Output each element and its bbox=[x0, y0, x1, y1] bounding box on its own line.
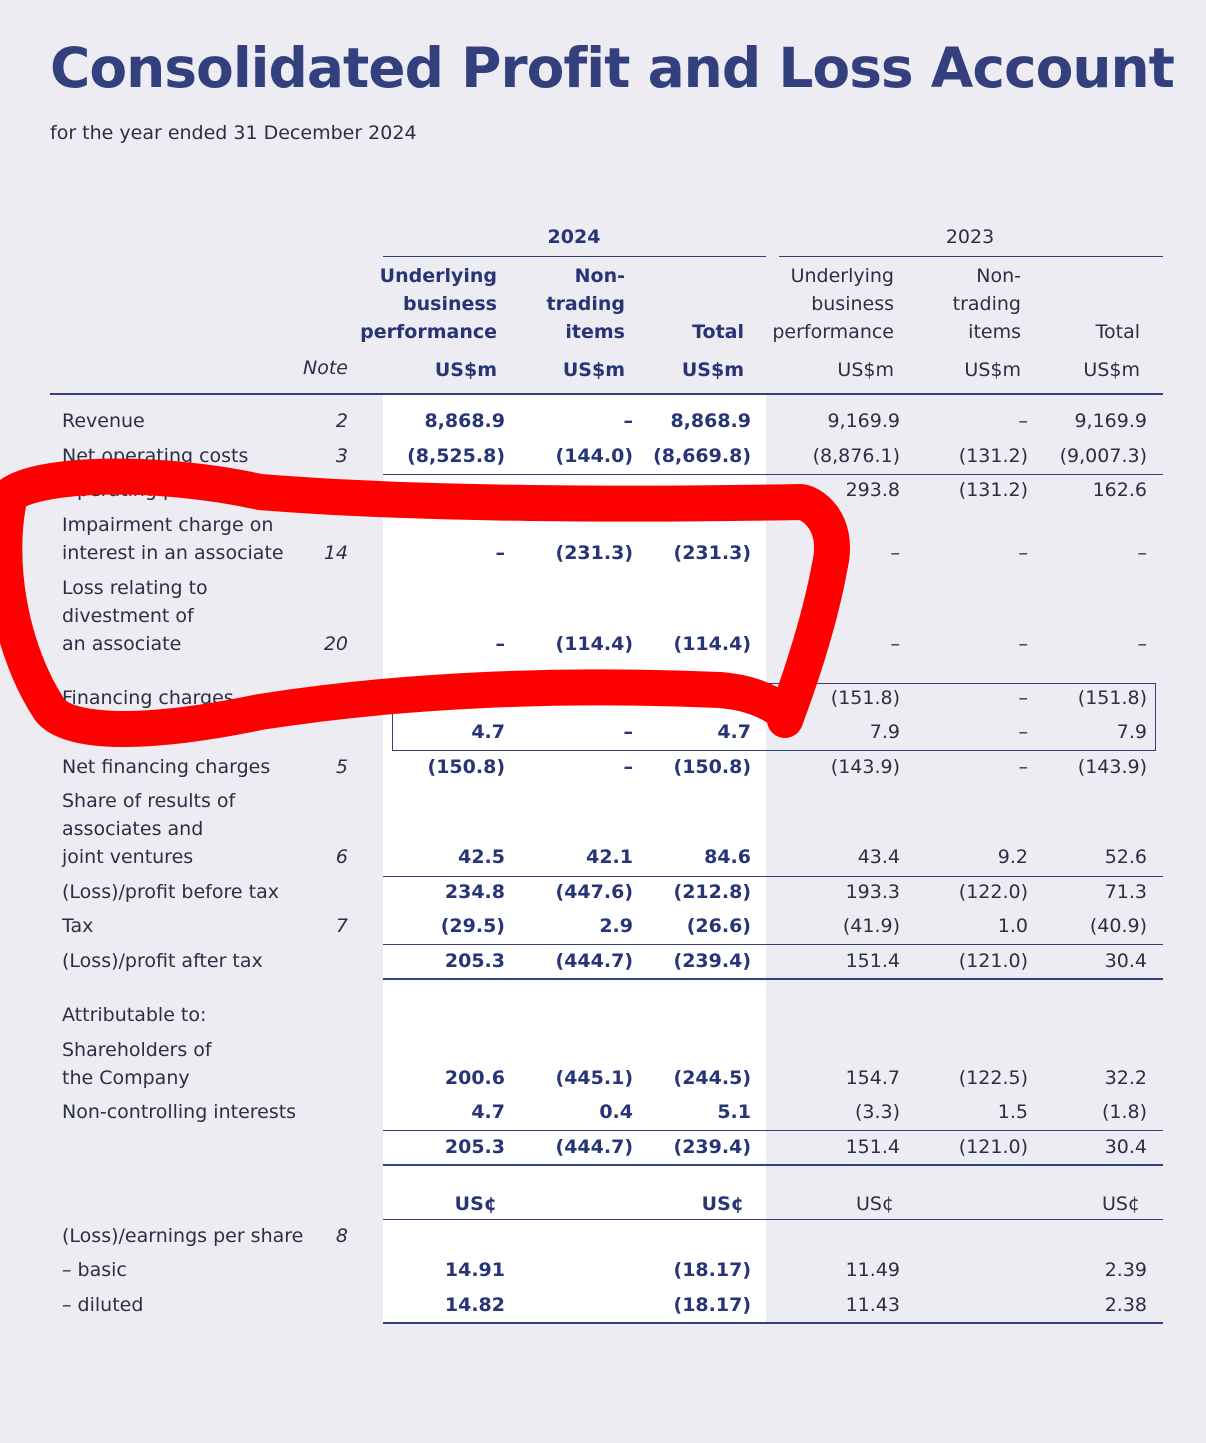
row-value: (121.0) bbox=[958, 1136, 1028, 1158]
row-value: (444.7) bbox=[555, 950, 633, 972]
row-label: Revenue bbox=[62, 410, 145, 432]
row-value: – bbox=[1018, 756, 1028, 778]
eps-unit-2023-underlying: US¢ bbox=[855, 1193, 894, 1215]
row-label: – diluted bbox=[62, 1294, 144, 1316]
row-note: 3 bbox=[335, 445, 348, 467]
row-value: 42.1 bbox=[586, 846, 633, 868]
row-value: (1.8) bbox=[1101, 1101, 1147, 1123]
financing-box bbox=[392, 683, 1156, 751]
rule-after-costs bbox=[383, 474, 1163, 475]
row-note: 2 bbox=[335, 410, 348, 432]
row-value: 193.3 bbox=[845, 881, 900, 903]
rule-after-profit bbox=[383, 978, 1163, 980]
row-value: – bbox=[890, 633, 900, 655]
row-value: – bbox=[1137, 633, 1147, 655]
row-note: 8 bbox=[335, 1225, 348, 1247]
row-value: (151.8) bbox=[1077, 687, 1147, 709]
row-value: (9,007.3) bbox=[1059, 445, 1147, 467]
row-value: 42.5 bbox=[458, 846, 505, 868]
row-value: (26.6) bbox=[686, 915, 751, 937]
divider-2023 bbox=[779, 256, 1163, 257]
year-2023-header: 2023 bbox=[945, 226, 995, 248]
row-value: 52.6 bbox=[1104, 846, 1147, 868]
row-value: – bbox=[1137, 542, 1147, 564]
unit-2023-total: US$m bbox=[1083, 359, 1140, 381]
row-label: Loss relating to divestment of an associate bbox=[62, 577, 208, 655]
row-label: Net financing charges bbox=[62, 756, 271, 778]
row-value: 2.38 bbox=[1104, 1294, 1147, 1316]
row-value: 154.7 bbox=[845, 1067, 900, 1089]
unit-2024-underlying: US$m bbox=[434, 359, 497, 381]
row-value: – bbox=[623, 410, 633, 432]
row-value: (239.4) bbox=[673, 1136, 751, 1158]
row-value: 8,868.9 bbox=[424, 410, 505, 432]
unit-2024-nontrading: US$m bbox=[562, 359, 625, 381]
page-subtitle: for the year ended 31 December 2024 bbox=[50, 122, 417, 144]
row-value: (244.5) bbox=[673, 1067, 751, 1089]
row-value: (121.0) bbox=[958, 950, 1028, 972]
row-value: (231.3) bbox=[555, 542, 633, 564]
row-label: (Loss)/profit before tax bbox=[62, 881, 279, 903]
row-value: 162.6 bbox=[1092, 479, 1147, 501]
unit-2024-total: US$m bbox=[681, 359, 744, 381]
row-label: Share of results of associates and joint ventures bbox=[62, 790, 236, 868]
row-value: 234.8 bbox=[444, 881, 505, 903]
row-value: 4.7 bbox=[717, 721, 751, 743]
row-label: Shareholders of the Company bbox=[62, 1039, 212, 1089]
row-value: (114.4) bbox=[555, 633, 633, 655]
row-value: 2.39 bbox=[1104, 1259, 1147, 1281]
col-header-nontrading-2023: Non- trading items bbox=[952, 265, 1021, 343]
row-value: (445.1) bbox=[555, 1067, 633, 1089]
row-value: 7.9 bbox=[1116, 721, 1147, 743]
row-note: 6 bbox=[335, 846, 348, 868]
row-value: (114.4) bbox=[673, 633, 751, 655]
row-value: – bbox=[1018, 633, 1028, 655]
row-value: 2.9 bbox=[599, 915, 633, 937]
row-value: (143.9) bbox=[1077, 756, 1147, 778]
row-value: (131.2) bbox=[958, 445, 1028, 467]
rule-after-attrib-total bbox=[383, 1164, 1163, 1166]
row-value: 43.4 bbox=[857, 846, 900, 868]
row-value: – bbox=[495, 633, 505, 655]
row-value: 7.9 bbox=[869, 721, 900, 743]
row-label: Financing charges bbox=[62, 687, 234, 709]
col-header-total-2023: Total bbox=[1095, 321, 1140, 343]
row-label: (Loss)/earnings per share bbox=[62, 1225, 304, 1247]
row-note: 7 bbox=[335, 915, 348, 937]
row-label: Tax bbox=[62, 915, 94, 937]
row-value: (18.17) bbox=[673, 1259, 751, 1281]
eps-unit-2024-total: US¢ bbox=[701, 1193, 744, 1215]
row-value: 4.7 bbox=[471, 721, 505, 743]
row-value: (447.6) bbox=[555, 881, 633, 903]
page-title: Consolidated Profit and Loss Account bbox=[50, 36, 1174, 100]
row-value: (8,525.8) bbox=[407, 445, 505, 467]
row-note: 5 bbox=[335, 756, 348, 778]
row-value: (239.4) bbox=[673, 950, 751, 972]
eps-unit-2024-underlying: US¢ bbox=[454, 1193, 497, 1215]
row-value: (40.9) bbox=[1089, 915, 1147, 937]
row-label: Attributable to: bbox=[62, 1004, 207, 1026]
row-label: (Loss)/profit after tax bbox=[62, 950, 263, 972]
rule-eps-units bbox=[383, 1219, 1163, 1220]
row-value: (3.3) bbox=[854, 1101, 900, 1123]
rule-after-tax bbox=[383, 944, 1163, 945]
row-label: – basic bbox=[62, 1259, 127, 1281]
row-value: 14.91 bbox=[444, 1259, 505, 1281]
row-label: Net operating costs bbox=[62, 445, 249, 467]
row-value: 9,169.9 bbox=[1074, 410, 1147, 432]
unit-2023-underlying: US$m bbox=[837, 359, 894, 381]
row-value: 4.7 bbox=[471, 1101, 505, 1123]
divider-2024 bbox=[383, 256, 766, 257]
row-value: – bbox=[890, 542, 900, 564]
row-value: (212.8) bbox=[673, 881, 751, 903]
eps-unit-2023-total: US¢ bbox=[1101, 1193, 1140, 1215]
row-label: Impairment charge on interest in an associate bbox=[62, 514, 284, 564]
row-value: 293.8 bbox=[845, 479, 900, 501]
row-value: 11.43 bbox=[845, 1294, 900, 1316]
note-column-header: Note bbox=[303, 357, 348, 379]
row-value: (444.7) bbox=[555, 1136, 633, 1158]
row-value: (41.9) bbox=[842, 915, 900, 937]
row-value: 1.0 bbox=[997, 915, 1028, 937]
header-bottom-rule bbox=[50, 393, 1163, 395]
row-label: Operating profit bbox=[62, 479, 214, 501]
row-value: – bbox=[495, 542, 505, 564]
row-value: 200.6 bbox=[444, 1067, 505, 1089]
row-value: – bbox=[1018, 410, 1028, 432]
col-header-underlying-2024: Underlying business performance bbox=[360, 265, 497, 343]
row-value: 30.4 bbox=[1104, 950, 1147, 972]
row-value: (8,876.1) bbox=[812, 445, 900, 467]
row-value: – bbox=[1018, 542, 1028, 564]
rule-eps-bottom bbox=[383, 1322, 1163, 1324]
row-value: 32.2 bbox=[1104, 1067, 1147, 1089]
row-value: 5.1 bbox=[717, 1101, 751, 1123]
col-header-nontrading-2024: Non- trading items bbox=[546, 265, 625, 343]
row-value: 1.5 bbox=[997, 1101, 1028, 1123]
rule-before-attrib-total bbox=[383, 1130, 1163, 1131]
row-value: 11.49 bbox=[845, 1259, 900, 1281]
row-value: (122.5) bbox=[958, 1067, 1028, 1089]
col-header-underlying-2023: Underlying business performance bbox=[772, 265, 894, 343]
row-value: 9.2 bbox=[997, 846, 1028, 868]
row-value: 0.4 bbox=[599, 1101, 633, 1123]
row-value: 30.4 bbox=[1104, 1136, 1147, 1158]
col-header-total-2024: Total bbox=[692, 321, 744, 343]
year-2024-header: 2024 bbox=[547, 226, 601, 248]
row-value: 205.3 bbox=[444, 1136, 505, 1158]
row-value: 151.4 bbox=[845, 1136, 900, 1158]
row-value: – bbox=[623, 721, 633, 743]
row-value: – bbox=[1018, 687, 1028, 709]
row-value: (144.0) bbox=[555, 445, 633, 467]
row-value: 151.4 bbox=[845, 950, 900, 972]
row-label: Non-controlling interests bbox=[62, 1101, 297, 1123]
unit-2023-nontrading: US$m bbox=[964, 359, 1021, 381]
row-value: (150.8) bbox=[427, 756, 505, 778]
row-value: (8,669.8) bbox=[653, 445, 751, 467]
row-value: 14.82 bbox=[444, 1294, 505, 1316]
row-value: – bbox=[623, 756, 633, 778]
row-value: (131.2) bbox=[958, 479, 1028, 501]
row-note: 20 bbox=[323, 633, 348, 655]
rule-after-share-results bbox=[383, 876, 1163, 877]
row-value: (231.3) bbox=[673, 542, 751, 564]
row-value: (150.8) bbox=[673, 756, 751, 778]
row-value: 9,169.9 bbox=[827, 410, 900, 432]
row-value: 84.6 bbox=[704, 846, 751, 868]
row-value: 71.3 bbox=[1104, 881, 1147, 903]
row-value: (143.9) bbox=[830, 756, 900, 778]
row-value: 205.3 bbox=[444, 950, 505, 972]
row-value: (151.8) bbox=[830, 687, 900, 709]
row-value: (122.0) bbox=[958, 881, 1028, 903]
row-value: 8,868.9 bbox=[670, 410, 751, 432]
row-value: (29.5) bbox=[440, 915, 505, 937]
row-value: (18.17) bbox=[673, 1294, 751, 1316]
row-value: – bbox=[1018, 721, 1028, 743]
row-note: 14 bbox=[323, 542, 348, 564]
